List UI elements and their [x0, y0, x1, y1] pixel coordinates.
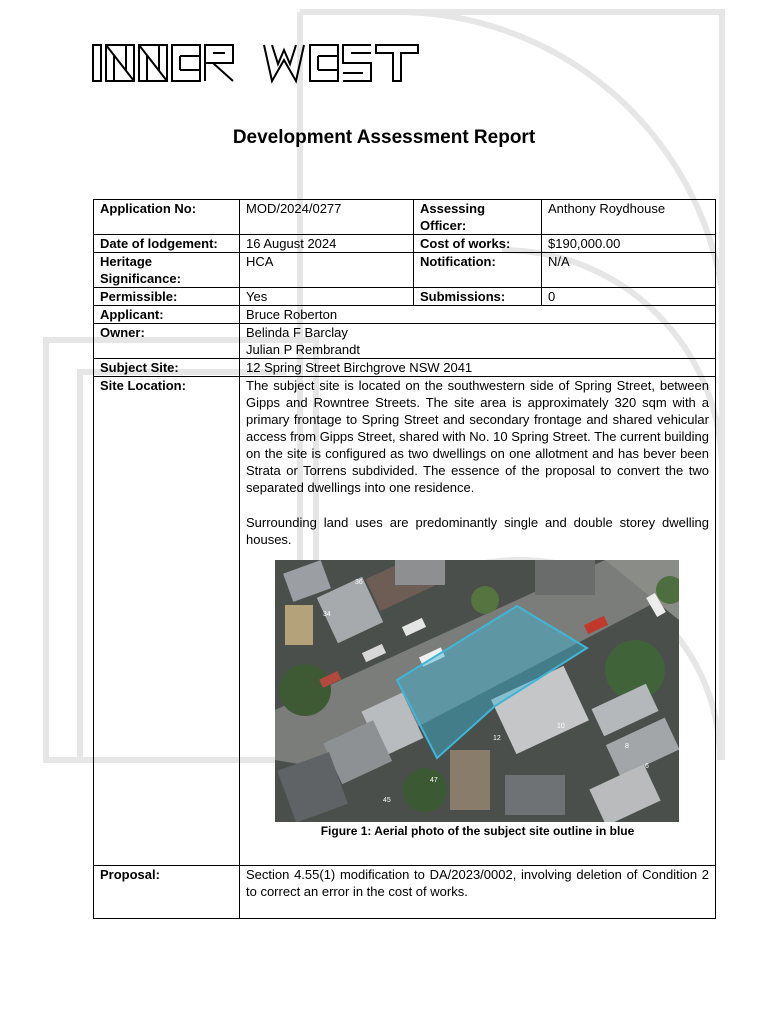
page-title: Development Assessment Report [232, 127, 536, 148]
notification-value: N/A [542, 253, 716, 288]
owner-name-1: Belinda F Barclay [246, 325, 348, 340]
table-row [94, 200, 716, 235]
table-row [94, 253, 716, 288]
lot-label-8: 8 [625, 743, 629, 750]
table-row [94, 288, 716, 306]
site-location-paragraph-2: Surrounding land uses are predominantly single and double storey dwelling houses. [246, 515, 709, 547]
submissions-label: Submissions: [414, 288, 542, 306]
table-row [94, 377, 716, 866]
application-details-table [93, 199, 716, 919]
applicant-label: Applicant: [94, 306, 240, 324]
date-of-lodgement-value: 16 August 2024 [240, 235, 414, 253]
applicant-value: Bruce Roberton [240, 306, 716, 324]
assessing-officer-value: Anthony Roydhouse [542, 200, 716, 235]
heritage-label-line2: Significance: [100, 271, 181, 286]
lot-label-12: 12 [493, 735, 501, 742]
application-no-value: MOD/2024/0277 [240, 200, 414, 235]
lot-label-6: 6 [645, 763, 649, 770]
assessing-officer-label [414, 200, 542, 235]
lot-label-47: 47 [430, 777, 438, 784]
site-location-label: Site Location: [94, 377, 240, 866]
figure-caption: Figure 1: Aerial photo of the subject site outline in blue [320, 824, 635, 838]
lot-label-10: 10 [557, 723, 565, 730]
owner-name-2: Julian P Rembrandt [246, 342, 360, 357]
notification-label: Notification: [414, 253, 542, 288]
heritage-significance-label [94, 253, 240, 288]
lot-label-36: 36 [355, 579, 363, 586]
subject-site-value: 12 Spring Street Birchgrove NSW 2041 [240, 359, 716, 377]
permissible-value: Yes [240, 288, 414, 306]
inner-west-logo [92, 42, 422, 84]
application-no-label: Application No: [94, 200, 240, 235]
assessing-officer-label-line2: Officer: [420, 218, 467, 233]
table-row [94, 235, 716, 253]
site-location-paragraph-1: The subject site is located on the southwestern side of Spring Street, between Gipps and Rowntree Streets. The site area is approximately 320 sqm with a primary frontage to Spring Street and secondary frontage and shared vehicular access from Gipps Street, shared with No. 10 Spring Street. The current building on the site is configured as two dwellings on one allotment and has bever been Strata or Torrens subdivided. The essence of the proposal to convert the two separated dwellings into one residence. [246, 378, 709, 495]
logo-text: INNER WEST [92, 42, 99, 43]
subject-site-label: Subject Site: [94, 359, 240, 377]
permissible-label: Permissible: [94, 288, 240, 306]
table-row [94, 324, 716, 359]
table-row [94, 359, 716, 377]
proposal-value: Section 4.55(1) modification to DA/2023/0002, involving deletion of Condition 2 to correct an error in the cost of works. [240, 866, 716, 919]
date-of-lodgement-label: Date of lodgement: [94, 235, 240, 253]
cost-of-works-value: $190,000.00 [542, 235, 716, 253]
site-location-value [240, 377, 716, 866]
table-row [94, 306, 716, 324]
owner-value [240, 324, 716, 359]
lot-label-45: 45 [383, 797, 391, 804]
submissions-value: 0 [542, 288, 716, 306]
aerial-photo [275, 560, 679, 822]
assessing-officer-label-line1: Assessing [420, 201, 486, 216]
aerial-photo-image [275, 560, 679, 822]
table-row [94, 866, 716, 919]
cost-of-works-label: Cost of works: [414, 235, 542, 253]
proposal-label: Proposal: [94, 866, 240, 919]
heritage-significance-value: HCA [240, 253, 414, 288]
owner-label: Owner: [94, 324, 240, 359]
lot-label-34: 34 [323, 611, 331, 618]
heritage-label-line1: Heritage [100, 254, 153, 269]
